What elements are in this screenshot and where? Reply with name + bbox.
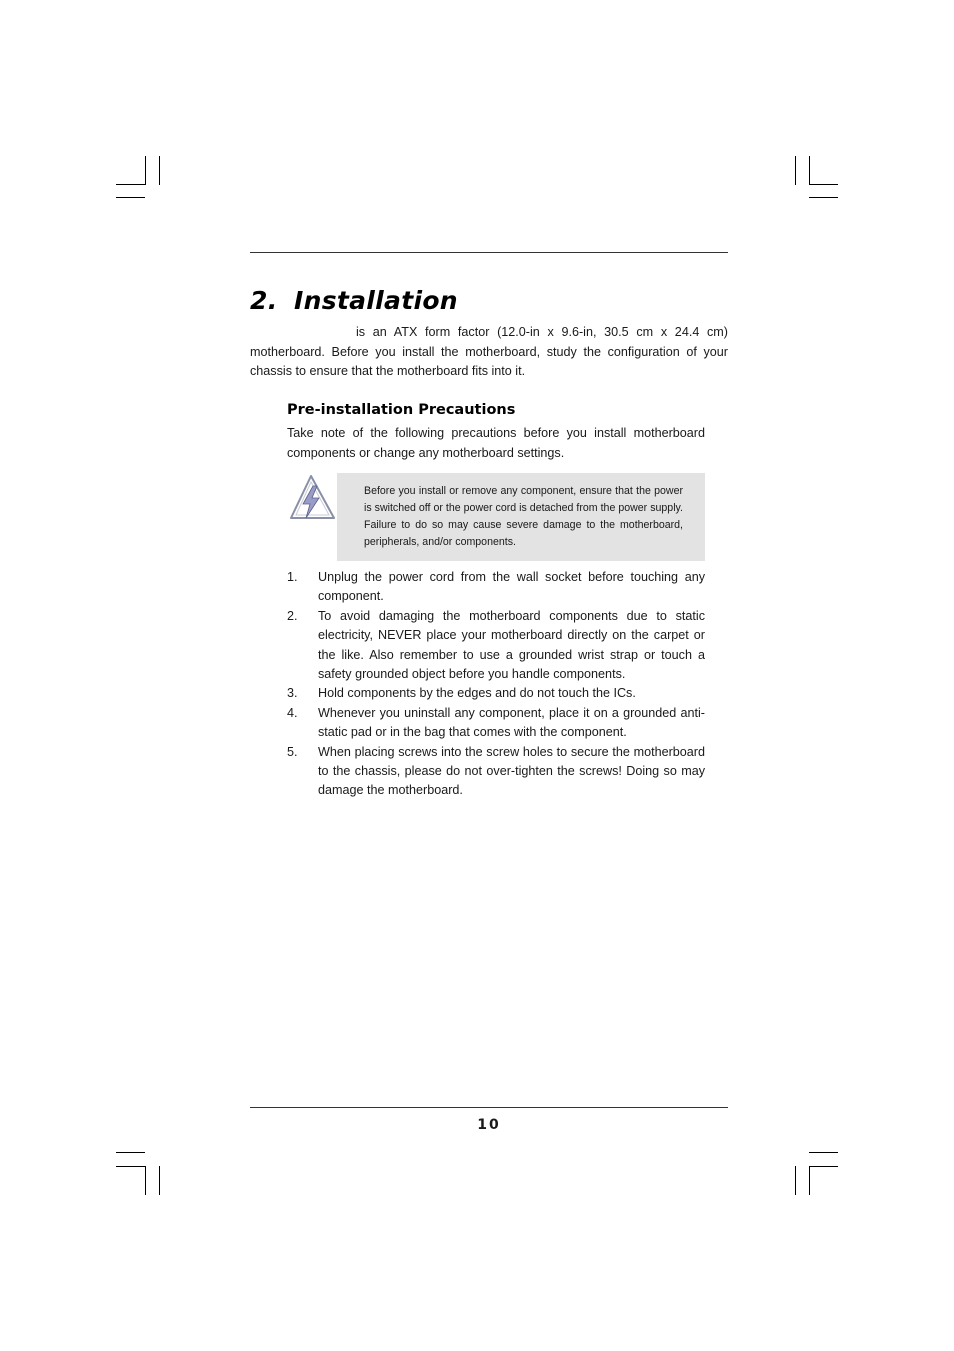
chapter-title bbox=[250, 286, 458, 315]
list-item-number: 4. bbox=[287, 705, 298, 720]
warning-lightning-icon bbox=[288, 474, 338, 522]
list-item bbox=[287, 684, 705, 703]
list-item bbox=[287, 704, 705, 743]
footer-rule bbox=[250, 1107, 728, 1108]
chapter-title-text: Installation bbox=[294, 286, 458, 315]
list-item-number: 1. bbox=[287, 570, 298, 584]
list-item-text: To avoid damaging the motherboard components due to static electricity, NEVER place your motherboard directly on the carpet or the like. Also remember to use a grounded wrist strap or touch a safety grounded object before you handle components. bbox=[318, 608, 705, 682]
list-item-text: When placing screws into the screw holes to secure the motherboard to the chassis, please do not over-tighten the screws! Doing so may damage the motherboard. bbox=[318, 744, 705, 798]
chapter-number: 2. bbox=[250, 286, 278, 315]
precautions-list bbox=[287, 568, 705, 801]
page-number: 10 bbox=[477, 1117, 501, 1133]
section-title: Pre-installation Precautions bbox=[287, 402, 516, 418]
list-item-text: Whenever you uninstall any component, place it on a grounded anti-static pad or in the bag that comes with the component. bbox=[318, 705, 705, 740]
list-item-text: Unplug the power cord from the wall socket before touching any component. bbox=[318, 570, 705, 604]
list-item-number: 3. bbox=[287, 686, 298, 701]
caution-text: Before you install or remove any component, ensure that the power is switched off or the power cord is detached from the power supply. Failure to do so may cause severe damage to the motherboard, peripherals, and/or components. bbox=[364, 485, 683, 548]
list-item-number: 5. bbox=[287, 744, 298, 759]
list-item bbox=[287, 607, 705, 685]
list-item bbox=[287, 743, 705, 801]
intro-paragraph bbox=[250, 323, 728, 382]
intro-text: is an ATX form factor (12.0-in x 9.6-in, 30.5 cm x 24.4 cm) motherboard. Before you install the motherboard, study the configuration of your chassis to ensure that the motherboard fits into it. bbox=[250, 325, 728, 379]
section-intro: Take note of the following precautions before you install motherboard components or change any motherboard settings. bbox=[287, 426, 705, 460]
header-rule bbox=[250, 252, 728, 253]
list-item bbox=[287, 568, 705, 607]
list-item-number: 2. bbox=[287, 608, 298, 623]
caution-box bbox=[337, 473, 705, 561]
list-item-text: Hold components by the edges and do not touch the ICs. bbox=[318, 686, 636, 701]
